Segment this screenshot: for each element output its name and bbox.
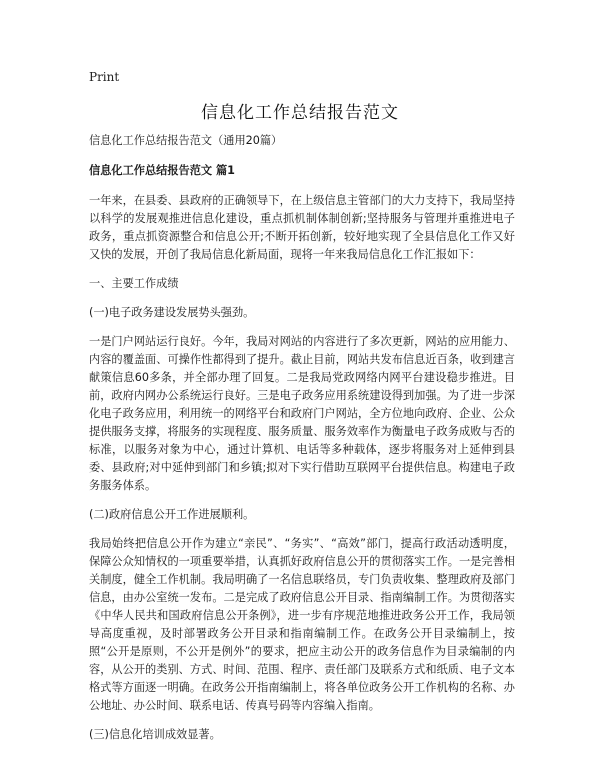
subsection-heading-2: (二)政府信息公开工作进展顺利。 [89,508,255,521]
section-heading: 一、主要工作成绩 [89,277,179,290]
intro-paragraph: 一年来，在县委、县政府的正确领导下，在上级信息主管部门的大力支持下，我局坚持以科学的发展观推进信息化建设，重点抓机制体制创新;坚持服务与管理并重推进电子政务，重点抓资源整合和信息公开;不断开拓创新，较好地实现了全县信息化工作又好又快的发展，开创了我局信息化新局面，现将一年来我局信息化工作汇报如下： [89,194,515,261]
document-subtitle: 信息化工作总结报告范文（通用20篇） [89,134,283,147]
print-link[interactable]: Print [89,70,120,84]
subsection-heading-3: (三)信息化培训成效显著。 [89,728,221,741]
document-body [89,132,515,755]
document-title: 信息化工作总结报告范文 [201,103,399,123]
subsection-paragraph-2: 我局始终把信息公开作为建立“亲民”、“务实”、“高效”部门，提高行政活动透明度，保障公众知情权的一项重要举措，认真抓好政府信息公开的贯彻落实工作。一是完善相关制度，健全工作机制。我局明确了一名信息联络员，专门负责收集、整理政府及部门信息，由办公室统一发布。二是完成了政府信息公开目录、指南编制工作。为贯彻落实《中华人民共和国政府信息公开条例》，进一步有序规范地推进政务公开工作，我局领导高度重视，及时部署政务公开目录和指南编制工作。在政务公开目录编制上，按照“公开是原则，不公开是例外”的要求，把应主动公开的政务信息作为目录编制的内容，从公开的类别、方式、时间、范围、程序、责任部门及联系方式和纸质、电子文本格式等方面逐一明确。在政务公开指南编制上，将各单位政务公开工作机构的名称、办公地址、办公时间、联系电话、传真号码等内容编入指南。 [89,537,515,712]
subsection-paragraph-1: 一是门户网站运行良好。今年，我局对网站的内容进行了多次更新，网站的应用能力、内容的覆盖面、可操作性都得到了提升。截止目前，网站共发布信息近百条，收到建言献策信息60多条，并全部办理了回复。二是我局党政网络内网平台建设稳步推进。目前，政府内网办公系统运行良好。三是电子政务应用系统建设得到加强。为了进一步深化电子政务应用，利用统一的网络平台和政府门户网站，全方位地向政府、企业、公众提供服务支撑，将服务的实现程度、服务质量、服务效率作为衡量电子政务成败与否的标准，以服务对象为中心，通过计算机、电话等多种载体，逐步将服务对上延伸到县委、县政府;对中延伸到部门和乡镇;拟对下实行借助互联网平台提供信息。构建电子政务服务体系。 [89,335,515,492]
chapter-heading: 信息化工作总结报告范文 篇1 [89,164,235,177]
subsection-heading-1: (一)电子政务建设发展势头强劲。 [89,306,255,319]
